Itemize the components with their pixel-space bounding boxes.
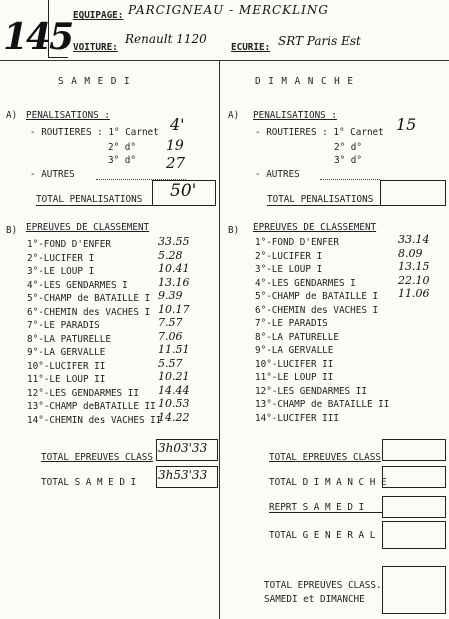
samedi-autres-label: - AUTRES: [30, 169, 75, 180]
dimanche-epreuve-label: 4°-LES GENDARMES I: [255, 277, 356, 289]
samedi-epreuve-time: 9.39: [158, 289, 183, 302]
dimanche-epreuve-label: 10°-LUCIFER II: [255, 358, 334, 370]
samedi-epreuve-time: 14.22: [158, 410, 190, 424]
dimanche-epreuve-time: 13.15: [398, 260, 430, 273]
samedi-epreuve-label: 14°-CHEMIN des VACHES II: [27, 414, 162, 426]
dimanche-epreuve-label: 6°-CHEMIN des VACHES I: [255, 304, 379, 316]
dimanche-total-box: [382, 466, 446, 488]
center-divider: [219, 60, 220, 619]
samedi-epreuve-label: 2°-LUCIFER I: [27, 252, 95, 264]
dimanche-carnet1-value: 15: [396, 115, 417, 134]
dimanche-epreuve-label: 8°-LA PATURELLE: [255, 331, 339, 343]
samedi-epreuve-time: 11.51: [158, 343, 190, 356]
dimanche-epreuve-time: 33.14: [398, 233, 430, 246]
samedi-total-value: 3h53'33: [158, 468, 208, 482]
samedi-epreuve-label: 3°-LE LOUP I: [27, 266, 95, 277]
samedi-epreuve-label: 5°-CHAMP de BATAILLE I: [27, 293, 151, 304]
header-divider: [0, 60, 449, 61]
dimanche-pen-label: PENALISATIONS :: [253, 110, 337, 121]
report-samedi-underline: [269, 512, 382, 513]
sheet-number: 145: [3, 16, 73, 58]
equipage-label: EQUIPAGE:: [73, 10, 124, 21]
report-samedi-label: REPRT S A M E D I: [269, 502, 365, 513]
dimanche-epreuve-time: 11.06: [398, 287, 430, 300]
dimanche-total-pen-underline: [267, 205, 380, 206]
dimanche-epreuves-letter: B): [228, 225, 240, 236]
dimanche-total-pen-box: [380, 180, 446, 206]
samedi-epreuve-time: 7.06: [158, 329, 183, 343]
samedi-epreuve-time: 10.21: [158, 370, 190, 383]
dimanche-autres-label: - AUTRES: [255, 169, 300, 180]
sheet-number-bracket-bottom: [48, 57, 68, 58]
voiture-value: Renault 1120: [125, 32, 207, 46]
ecurie-value: SRT Paris Est: [278, 34, 361, 48]
samedi-total-label: TOTAL S A M E D I: [41, 477, 137, 488]
dimanche-epreuve-label: 13°-CHAMP de BATAILLE II: [255, 399, 390, 410]
equipage-value: PARCIGNEAU - MERCKLING: [128, 3, 329, 17]
samedi-epreuve-time: 10.17: [158, 302, 190, 316]
samedi-epreuve-time: 14.44: [158, 383, 190, 397]
samedi-total-pen-value: 50': [170, 181, 197, 201]
samedi-epreuve-time: 33.55: [158, 235, 190, 248]
dimanche-epreuve-label: 9°-LA GERVALLE: [255, 345, 334, 356]
samedi-epreuves-letter: B): [6, 225, 18, 236]
samedi-total-class-value: 3h03'33: [158, 441, 208, 455]
dimanche-carnet3-label: 3° d°: [334, 155, 362, 166]
samedi-epreuves-label: EPREUVES DE CLASSEMENT: [26, 222, 150, 233]
dimanche-carnet2-label: 2° d°: [334, 142, 362, 153]
dimanche-epreuve-label: 5°-CHAMP de BATAILLE I: [255, 291, 379, 302]
samedi-epreuve-time: 10.41: [158, 262, 190, 275]
voiture-label: VOITURE:: [73, 42, 118, 53]
dimanche-epreuve-label: 11°-LE LOUP II: [255, 372, 334, 383]
report-samedi-box: [382, 496, 446, 518]
dimanche-autres-line: [320, 179, 380, 180]
samedi-carnet3-label: 3° d°: [108, 155, 136, 166]
dimanche-epreuves-label: EPREUVES DE CLASSEMENT: [253, 222, 377, 233]
dimanche-total-class-label: TOTAL EPREUVES CLASS: [269, 452, 381, 463]
dimanche-pen-letter: A): [228, 110, 240, 121]
samedi-epreuve-time: 13.16: [158, 275, 190, 289]
sheet-number-bracket: [48, 0, 49, 58]
samedi-epreuve-label: 10°-LUCIFER II: [27, 360, 106, 372]
samedi-epreuve-label: 13°-CHAMP deBATAILLE II: [27, 401, 156, 412]
samedi-total-pen-label: TOTAL PENALISATIONS: [36, 194, 143, 205]
dimanche-epreuve-time: 8.09: [398, 246, 423, 260]
samedi-epreuve-label: 11°-LE LOUP II: [27, 374, 106, 385]
dimanche-epreuve-label: 7°-LE PARADIS: [255, 318, 328, 329]
samedi-carnet2-label: 2° d°: [108, 142, 136, 153]
samedi-pen-label: PENALISATIONS :: [26, 110, 110, 121]
samedi-epreuve-label: 12°-LES GENDARMES II: [27, 387, 139, 399]
samedi-routieres-label: - ROUTIERES : 1° Carnet: [30, 127, 159, 138]
samedi-epreuve-label: 6°-CHEMIN des VACHES I: [27, 306, 151, 318]
dimanche-total-class-box: [382, 439, 446, 461]
samedi-total-class-label: TOTAL EPREUVES CLASS: [41, 452, 153, 463]
samedi-epreuve-time: 7.57: [158, 316, 183, 329]
dimanche-epreuve-time: 22.10: [398, 273, 430, 287]
samedi-epreuve-label: 7°-LE PARADIS: [27, 320, 100, 331]
samedi-carnet1-value: 4': [170, 115, 185, 134]
total-samedi-dimanche-label-1: TOTAL EPREUVES CLASS.: [264, 580, 382, 591]
samedi-epreuve-label: 1°-FOND D'ENFER: [27, 239, 111, 250]
dimanche-epreuve-label: 3°-LE LOUP I: [255, 264, 323, 275]
ecurie-label: ECURIE:: [231, 42, 271, 53]
samedi-carnet3-value: 27: [166, 154, 186, 172]
samedi-epreuve-label: 4°-LES GENDARMES I: [27, 279, 128, 291]
samedi-total-pen-underline: [36, 205, 152, 206]
dimanche-title: D I M A N C H E: [255, 76, 354, 87]
samedi-epreuve-time: 5.57: [158, 356, 183, 370]
samedi-epreuve-label: 9°-LA GERVALLE: [27, 347, 106, 358]
dimanche-epreuve-label: 1°-FOND D'ENFER: [255, 237, 339, 248]
samedi-carnet2-value: 19: [166, 138, 184, 154]
total-general-box: [382, 521, 446, 549]
dimanche-epreuve-label: 2°-LUCIFER I: [255, 250, 323, 262]
samedi-epreuve-label: 8°-LA PATURELLE: [27, 333, 111, 345]
samedi-title: S A M E D I: [58, 76, 131, 87]
total-samedi-dimanche-box: [382, 566, 446, 614]
dimanche-total-label: TOTAL D I M A N C H E: [269, 477, 387, 488]
dimanche-epreuve-label: 14°-LUCIFER III: [255, 412, 339, 424]
total-samedi-dimanche-label-2: SAMEDI et DIMANCHE: [264, 594, 365, 605]
samedi-epreuve-time: 10.53: [158, 397, 190, 410]
dimanche-routieres-label: - ROUTIERES : 1° Carnet: [255, 127, 384, 138]
samedi-epreuve-time: 5.28: [158, 248, 183, 262]
dimanche-epreuve-label: 12°-LES GENDARMES II: [255, 385, 367, 397]
dimanche-total-pen-label: TOTAL PENALISATIONS: [267, 194, 374, 205]
total-general-label: TOTAL G E N E R A L: [269, 530, 376, 541]
samedi-pen-letter: A): [6, 110, 18, 121]
